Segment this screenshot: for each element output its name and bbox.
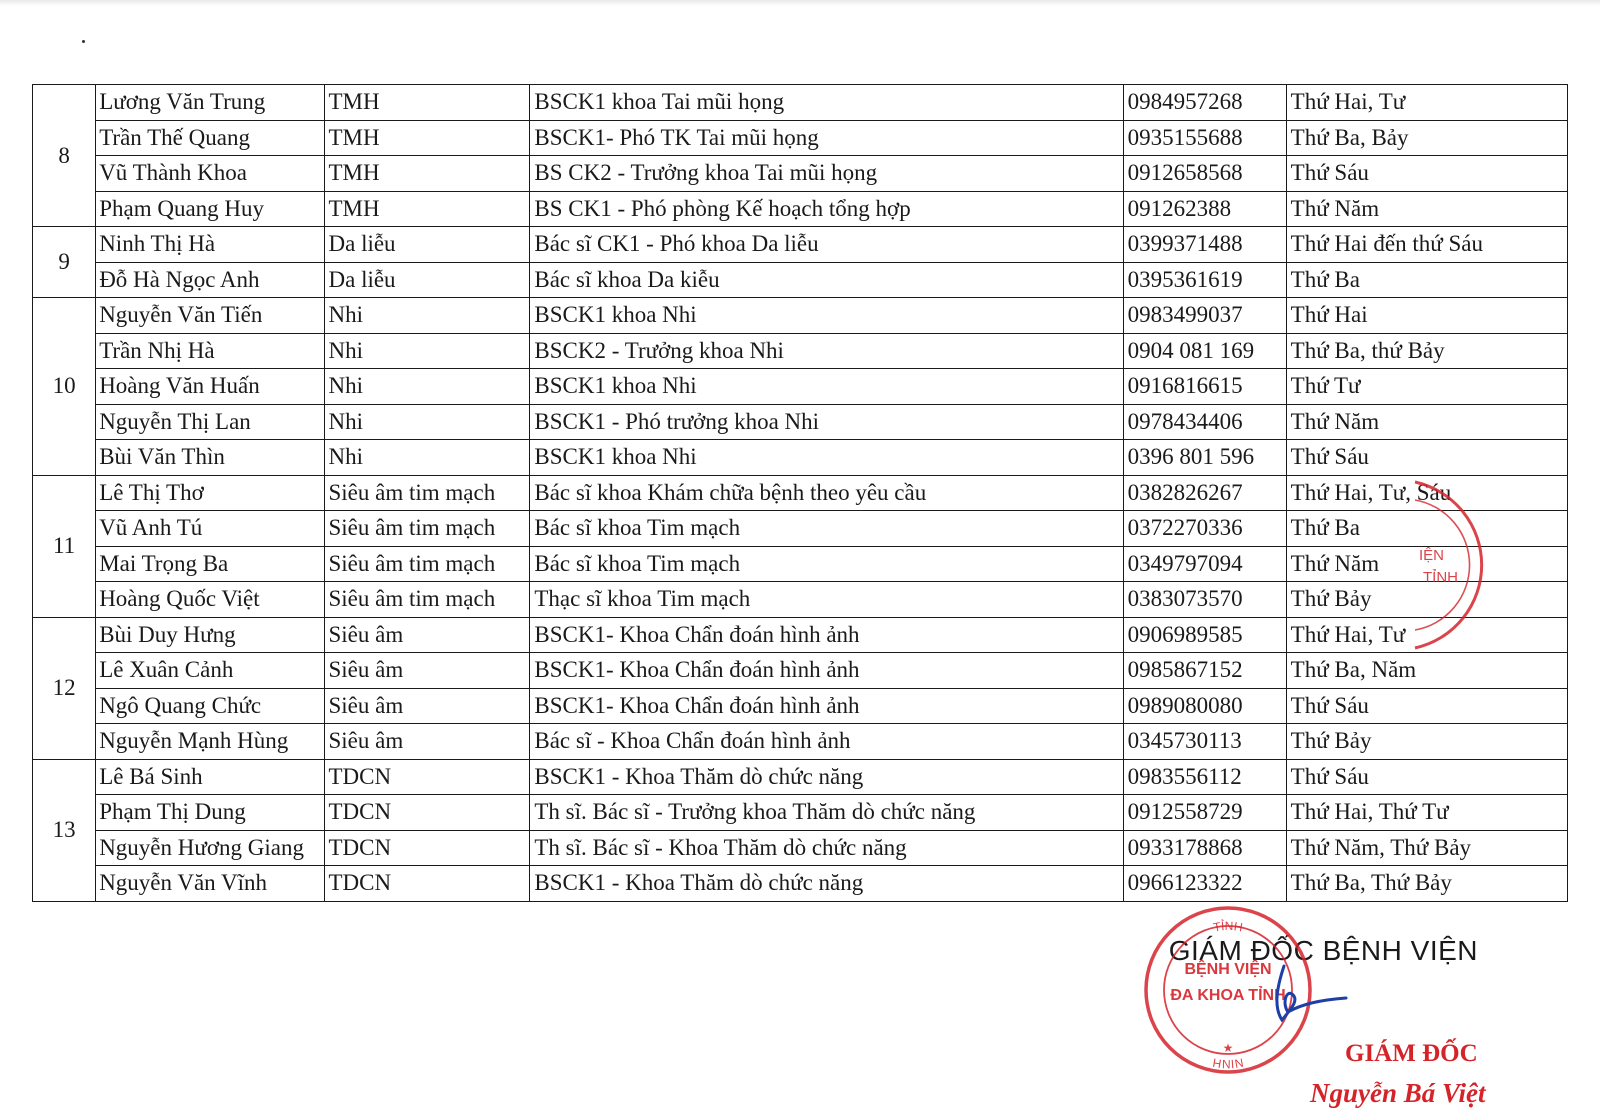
schedule-days-cell: Thứ Hai đến thứ Sáu — [1286, 227, 1567, 263]
group-number-cell: 13 — [33, 759, 96, 901]
svg-text:BỆNH VIỆN: BỆNH VIỆN — [1184, 961, 1272, 978]
position-cell: BSCK2 - Trưởng khoa Nhi — [530, 333, 1123, 369]
phone-cell: 0345730113 — [1123, 724, 1286, 760]
phone-cell: 0916816615 — [1123, 369, 1286, 405]
phone-cell: 0372270336 — [1123, 511, 1286, 547]
specialty-cell: TMH — [324, 85, 530, 121]
phone-cell: 0395361619 — [1123, 262, 1286, 298]
specialty-cell: TMH — [324, 156, 530, 192]
phone-cell: 0984957268 — [1123, 85, 1286, 121]
schedule-days-cell: Thứ Ba, Năm — [1286, 653, 1567, 689]
svg-text:★: ★ — [1222, 1041, 1234, 1055]
phone-cell: 0983499037 — [1123, 298, 1286, 334]
table-row — [33, 582, 1568, 618]
specialty-cell: Siêu âm — [324, 688, 530, 724]
table-row — [33, 795, 1568, 831]
doctor-name-cell: Nguyễn Mạnh Hùng — [96, 724, 324, 760]
table-row — [33, 759, 1568, 795]
schedule-days-cell: Thứ Năm, Thứ Bảy — [1286, 830, 1567, 866]
position-cell: Bác sĩ CK1 - Phó khoa Da liễu — [530, 227, 1123, 263]
signer-name: Nguyễn Bá Việt — [1310, 1078, 1486, 1108]
specialty-cell: Da liễu — [324, 227, 530, 263]
table-row — [33, 227, 1568, 263]
svg-text:NINH: NINH — [1211, 1055, 1245, 1072]
table-row — [33, 120, 1568, 156]
position-cell: Bác sĩ khoa Tim mạch — [530, 546, 1123, 582]
specialty-cell: TDCN — [324, 830, 530, 866]
doctor-name-cell: Bùi Văn Thìn — [96, 440, 324, 476]
doctor-name-cell: Trần Nhị Hà — [96, 333, 324, 369]
scan-speck — [82, 40, 85, 43]
phone-cell: 0399371488 — [1123, 227, 1286, 263]
table-row — [33, 440, 1568, 476]
group-number-cell: 10 — [33, 298, 96, 476]
schedule-days-cell: Thứ Sáu — [1286, 688, 1567, 724]
specialty-cell: Siêu âm tim mạch — [324, 511, 530, 547]
specialty-cell: Da liễu — [324, 262, 530, 298]
position-cell: BSCK1 khoa Nhi — [530, 369, 1123, 405]
phone-cell: 0989080080 — [1123, 688, 1286, 724]
table-row — [33, 653, 1568, 689]
phone-cell: 0906989585 — [1123, 617, 1286, 653]
schedule-days-cell: Thứ Bảy — [1286, 582, 1567, 618]
phone-cell: 0912558729 — [1123, 795, 1286, 831]
specialty-cell: Nhi — [324, 333, 530, 369]
table-row — [33, 404, 1568, 440]
phone-cell: 0904 081 169 — [1123, 333, 1286, 369]
table-row — [33, 617, 1568, 653]
table-row — [33, 333, 1568, 369]
svg-text:ĐA KHOA TỈNH: ĐA KHOA TỈNH — [1170, 987, 1286, 1004]
position-cell: BSCK1 - Khoa Thăm dò chức năng — [530, 759, 1123, 795]
schedule-days-cell: Thứ Hai, Tư, Sáu — [1286, 475, 1567, 511]
signature-heading: GIÁM ĐỐC BỆNH VIỆN — [1168, 935, 1478, 966]
schedule-days-cell: Thứ Năm — [1286, 191, 1567, 227]
position-cell: Bác sĩ khoa Tim mạch — [530, 511, 1123, 547]
table-row — [33, 298, 1568, 334]
specialty-cell: Nhi — [324, 404, 530, 440]
schedule-days-cell: Thứ Hai, Tư — [1286, 617, 1567, 653]
specialty-cell: Nhi — [324, 440, 530, 476]
signer-title: GIÁM ĐỐC — [1345, 1040, 1478, 1067]
table-row — [33, 546, 1568, 582]
position-cell: Bác sĩ khoa Da kiễu — [530, 262, 1123, 298]
svg-text:IỆN: IỆN — [1419, 547, 1445, 564]
position-cell: BSCK1- Khoa Chẩn đoán hình ảnh — [530, 688, 1123, 724]
doctor-name-cell: Lê Xuân Cảnh — [96, 653, 324, 689]
table-row — [33, 475, 1568, 511]
specialty-cell: TMH — [324, 120, 530, 156]
doctor-name-cell: Nguyễn Thị Lan — [96, 404, 324, 440]
specialty-cell: Siêu âm tim mạch — [324, 546, 530, 582]
schedule-days-cell: Thứ Ba — [1286, 262, 1567, 298]
doctor-name-cell: Trần Thế Quang — [96, 120, 324, 156]
table-row — [33, 262, 1568, 298]
doctor-name-cell: Nguyễn Hương Giang — [96, 830, 324, 866]
schedule-days-cell: Thứ Ba, thứ Bảy — [1286, 333, 1567, 369]
doctor-name-cell: Ngô Quang Chức — [96, 688, 324, 724]
schedule-days-cell: Thứ Bảy — [1286, 724, 1567, 760]
svg-text:TỈNH: TỈNH — [1212, 918, 1244, 935]
specialty-cell: Siêu âm — [324, 653, 530, 689]
schedule-days-cell: Thứ Tư — [1286, 369, 1567, 405]
doctor-name-cell: Hoàng Văn Huấn — [96, 369, 324, 405]
specialty-cell: TMH — [324, 191, 530, 227]
phone-cell: 0966123322 — [1123, 866, 1286, 902]
table-row — [33, 85, 1568, 121]
hospital-seal — [1138, 900, 1318, 1080]
specialty-cell: Nhi — [324, 298, 530, 334]
doctor-name-cell: Hoàng Quốc Việt — [96, 582, 324, 618]
position-cell: BSCK1- Khoa Chẩn đoán hình ảnh — [530, 617, 1123, 653]
phone-cell: 091262388 — [1123, 191, 1286, 227]
phone-cell: 0985867152 — [1123, 653, 1286, 689]
schedule-days-cell: Thứ Sáu — [1286, 156, 1567, 192]
doctor-name-cell: Ninh Thị Hà — [96, 227, 324, 263]
doctor-name-cell: Vũ Thành Khoa — [96, 156, 324, 192]
group-number-cell: 11 — [33, 475, 96, 617]
phone-cell: 0396 801 596 — [1123, 440, 1286, 476]
specialty-cell: Siêu âm tim mạch — [324, 582, 530, 618]
group-number-cell: 9 — [33, 227, 96, 298]
position-cell: Bác sĩ khoa Khám chữa bệnh theo yêu cầu — [530, 475, 1123, 511]
table-body — [33, 85, 1568, 902]
doctor-name-cell: Lương Văn Trung — [96, 85, 324, 121]
table-row — [33, 830, 1568, 866]
specialty-cell: Siêu âm — [324, 724, 530, 760]
doctor-name-cell: Lê Thị Thơ — [96, 475, 324, 511]
position-cell: Bác sĩ - Khoa Chẩn đoán hình ảnh — [530, 724, 1123, 760]
schedule-days-cell: Thứ Ba — [1286, 511, 1567, 547]
phone-cell: 0978434406 — [1123, 404, 1286, 440]
doctor-schedule-table — [32, 84, 1568, 902]
doctor-name-cell: Phạm Quang Huy — [96, 191, 324, 227]
svg-text:TỈNH: TỈNH — [1423, 569, 1458, 586]
position-cell: Th sĩ. Bác sĩ - Khoa Thăm dò chức năng — [530, 830, 1123, 866]
position-cell: BSCK1- Khoa Chẩn đoán hình ảnh — [530, 653, 1123, 689]
schedule-days-cell: Thứ Ba, Bảy — [1286, 120, 1567, 156]
position-cell: BSCK1 khoa Nhi — [530, 440, 1123, 476]
phone-cell: 0383073570 — [1123, 582, 1286, 618]
specialty-cell: TDCN — [324, 759, 530, 795]
phone-cell: 0983556112 — [1123, 759, 1286, 795]
phone-cell: 0933178868 — [1123, 830, 1286, 866]
handwritten-signature — [1262, 960, 1352, 1030]
phone-cell: 0382826267 — [1123, 475, 1286, 511]
schedule-days-cell: Thứ Năm — [1286, 546, 1567, 582]
specialty-cell: Nhi — [324, 369, 530, 405]
position-cell: BS CK1 - Phó phòng Kế hoạch tổng hợp — [530, 191, 1123, 227]
table-row — [33, 369, 1568, 405]
doctor-name-cell: Bùi Duy Hưng — [96, 617, 324, 653]
position-cell: BSCK1 - Khoa Thăm dò chức năng — [530, 866, 1123, 902]
table-row — [33, 156, 1568, 192]
position-cell: BSCK1 khoa Tai mũi họng — [530, 85, 1123, 121]
table-row — [33, 688, 1568, 724]
scan-edge — [0, 0, 1600, 6]
table-row — [33, 511, 1568, 547]
position-cell: Thạc sĩ khoa Tim mạch — [530, 582, 1123, 618]
doctor-name-cell: Nguyễn Văn Tiến — [96, 298, 324, 334]
specialty-cell: Siêu âm tim mạch — [324, 475, 530, 511]
table-row — [33, 191, 1568, 227]
group-number-cell: 8 — [33, 85, 96, 227]
position-cell: BS CK2 - Trưởng khoa Tai mũi họng — [530, 156, 1123, 192]
schedule-days-cell: Thứ Năm — [1286, 404, 1567, 440]
schedule-days-cell: Thứ Sáu — [1286, 759, 1567, 795]
specialty-cell: TDCN — [324, 866, 530, 902]
phone-cell: 0349797094 — [1123, 546, 1286, 582]
doctor-name-cell: Mai Trọng Ba — [96, 546, 324, 582]
doctor-name-cell: Vũ Anh Tú — [96, 511, 324, 547]
position-cell: BSCK1- Phó TK Tai mũi họng — [530, 120, 1123, 156]
phone-cell: 0912658568 — [1123, 156, 1286, 192]
position-cell: Th sĩ. Bác sĩ - Trưởng khoa Thăm dò chức năng — [530, 795, 1123, 831]
doctor-name-cell: Phạm Thị Dung — [96, 795, 324, 831]
doctor-name-cell: Nguyễn Văn Vĩnh — [96, 866, 324, 902]
specialty-cell: TDCN — [324, 795, 530, 831]
table-row — [33, 866, 1568, 902]
doctor-name-cell: Đỗ Hà Ngọc Anh — [96, 262, 324, 298]
phone-cell: 0935155688 — [1123, 120, 1286, 156]
specialty-cell: Siêu âm — [324, 617, 530, 653]
doctor-name-cell: Lê Bá Sinh — [96, 759, 324, 795]
schedule-days-cell: Thứ Hai, Thứ Tư — [1286, 795, 1567, 831]
position-cell: BSCK1 khoa Nhi — [530, 298, 1123, 334]
schedule-days-cell: Thứ Hai, Tư — [1286, 85, 1567, 121]
schedule-days-cell: Thứ Ba, Thứ Bảy — [1286, 866, 1567, 902]
position-cell: BSCK1 - Phó trưởng khoa Nhi — [530, 404, 1123, 440]
schedule-days-cell: Thứ Hai — [1286, 298, 1567, 334]
table-row — [33, 724, 1568, 760]
group-number-cell: 12 — [33, 617, 96, 759]
schedule-days-cell: Thứ Sáu — [1286, 440, 1567, 476]
